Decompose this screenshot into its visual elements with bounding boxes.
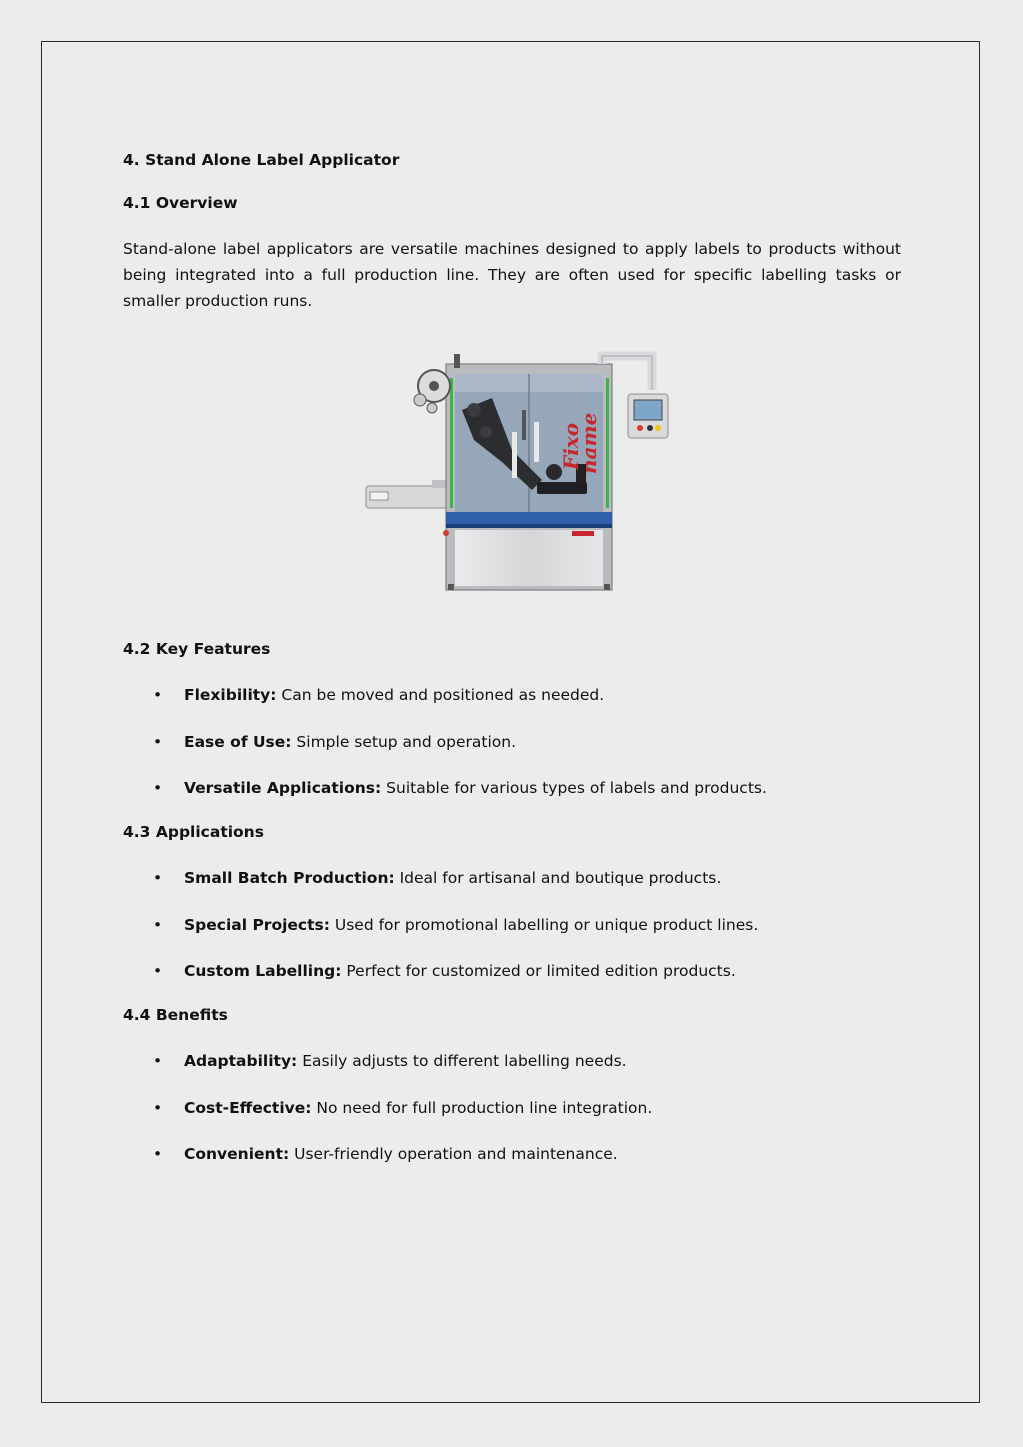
overview-paragraph: Stand-alone label applicators are versatile machines designed to apply labels to products without being integrated into a full production line. They are often used for specific labelling tasks or smaller production runs.: [123, 240, 901, 310]
bullet-desc: Perfect for customized or limited edition products.: [341, 962, 736, 980]
bullet-term: Flexibility:: [184, 686, 277, 704]
bullet-term: Small Batch Production:: [184, 869, 395, 887]
bullet-desc: Used for promotional labelling or unique product lines.: [329, 916, 759, 934]
label-applicator-machine-image: [362, 350, 672, 592]
bullet-desc: User-friendly operation and maintenance.: [289, 1145, 618, 1163]
logo-text: Fixo: [559, 422, 583, 470]
bullet-term: Versatile Applications:: [184, 779, 382, 797]
bullet-desc: No need for full production line integration.: [311, 1099, 653, 1117]
bullet-term: Special Projects:: [184, 916, 330, 934]
benefits-heading: 4.4 Benefits: [123, 1006, 228, 1024]
bullet-desc: Easily adjusts to different labelling needs.: [297, 1052, 627, 1070]
overview-heading: 4.1 Overview: [123, 194, 238, 212]
bullet-term: Convenient:: [184, 1145, 290, 1163]
applications-heading: 4.3 Applications: [123, 823, 264, 841]
bullet-term: Ease of Use:: [184, 733, 292, 751]
section-title: 4. Stand Alone Label Applicator: [123, 151, 400, 169]
bullet-term: Adaptability:: [184, 1052, 298, 1070]
bullet-desc: Ideal for artisanal and boutique products.: [394, 869, 722, 887]
bullet-term: Cost-Effective:: [184, 1099, 312, 1117]
key-features-heading: 4.2 Key Features: [123, 640, 271, 658]
bullet-desc: Simple setup and operation.: [291, 733, 516, 751]
bullet-desc: Suitable for various types of labels and products.: [381, 779, 767, 797]
bullet-desc: Can be moved and positioned as needed.: [276, 686, 605, 704]
bullet-term: Custom Labelling:: [184, 962, 342, 980]
logo-text: name: [577, 412, 601, 474]
